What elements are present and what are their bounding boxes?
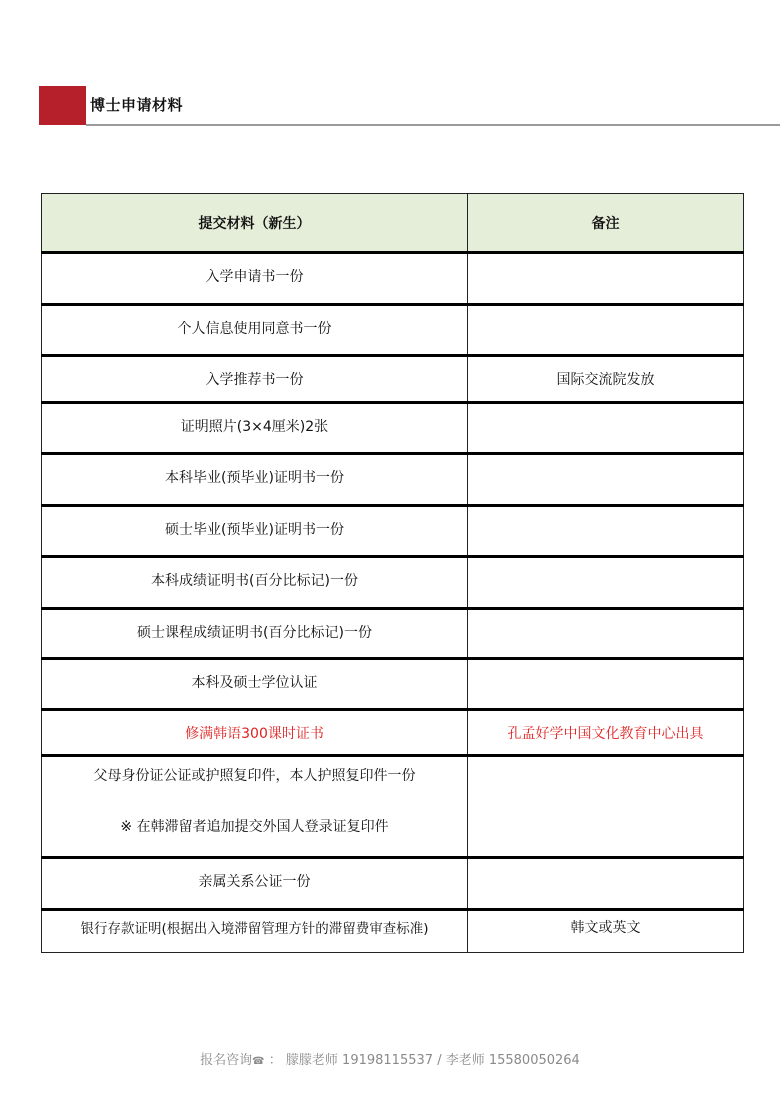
table-row bbox=[42, 557, 744, 609]
column-header-notes: 备注 bbox=[468, 194, 744, 253]
note-cell bbox=[468, 506, 744, 557]
material-cell bbox=[42, 756, 468, 858]
table-row bbox=[42, 659, 744, 710]
table-row bbox=[42, 756, 744, 858]
note-cell bbox=[468, 858, 744, 910]
material-cell: 个人信息使用同意书一份 bbox=[42, 305, 468, 356]
note-cell bbox=[468, 557, 744, 609]
material-cell: 入学推荐书一份 bbox=[42, 356, 468, 403]
column-header-materials: 提交材料（新生） bbox=[42, 194, 468, 253]
note-cell bbox=[468, 659, 744, 710]
table-row bbox=[42, 454, 744, 506]
material-cell: 证明照片(3×4厘米)2张 bbox=[42, 403, 468, 454]
table-row bbox=[42, 910, 744, 953]
materials-table bbox=[41, 193, 744, 953]
header-divider bbox=[86, 124, 780, 126]
note-cell bbox=[468, 253, 744, 305]
note-cell bbox=[468, 609, 744, 659]
note-cell bbox=[468, 403, 744, 454]
header-accent-block bbox=[39, 86, 86, 125]
table-row bbox=[42, 710, 744, 756]
table-row bbox=[42, 305, 744, 356]
table-row bbox=[42, 403, 744, 454]
material-cell: 本科及硕士学位认证 bbox=[42, 659, 468, 710]
note-cell: 国际交流院发放 bbox=[468, 356, 744, 403]
footer-divider: / bbox=[437, 1053, 442, 1068]
material-cell: 硕士课程成绩证明书(百分比标记)一份 bbox=[42, 609, 468, 659]
footer-separator: ： bbox=[268, 1053, 282, 1068]
page-title: 博士申请材料 bbox=[90, 96, 184, 114]
table-row bbox=[42, 506, 744, 557]
table-row bbox=[42, 858, 744, 910]
note-cell-highlight: 孔孟好学中国文化教育中心出具 bbox=[468, 710, 744, 756]
note-cell bbox=[468, 305, 744, 356]
contact-footer bbox=[0, 1049, 780, 1068]
material-note-line: ※ 在韩滞留者追加提交外国人登录证复印件 bbox=[120, 819, 389, 835]
note-cell bbox=[468, 454, 744, 506]
note-cell: 韩文或英文 bbox=[468, 910, 744, 953]
note-cell bbox=[468, 756, 744, 858]
material-cell: 本科成绩证明书(百分比标记)一份 bbox=[42, 557, 468, 609]
material-cell: 硕士毕业(预毕业)证明书一份 bbox=[42, 506, 468, 557]
table-header-row bbox=[42, 194, 744, 253]
material-line: 父母身份证公证或护照复印件，本人护照复印件一份 bbox=[93, 768, 416, 784]
footer-label: 报名咨询 bbox=[200, 1053, 253, 1068]
material-cell-highlight: 修满韩语300课时证书 bbox=[42, 710, 468, 756]
material-cell: 亲属关系公证一份 bbox=[42, 858, 468, 910]
footer-contact-1: 朦朦老师 19198115537 bbox=[285, 1053, 434, 1068]
phone-icon: ☎ bbox=[252, 1056, 265, 1067]
material-cell: 入学申请书一份 bbox=[42, 253, 468, 305]
table-row bbox=[42, 253, 744, 305]
table-row bbox=[42, 356, 744, 403]
table-row bbox=[42, 609, 744, 659]
material-cell: 本科毕业(预毕业)证明书一份 bbox=[42, 454, 468, 506]
footer-contact-2: 李老师 15580050264 bbox=[445, 1053, 580, 1068]
material-cell: 银行存款证明(根据出入境滞留管理方针的滞留费审查标准) bbox=[42, 910, 468, 953]
